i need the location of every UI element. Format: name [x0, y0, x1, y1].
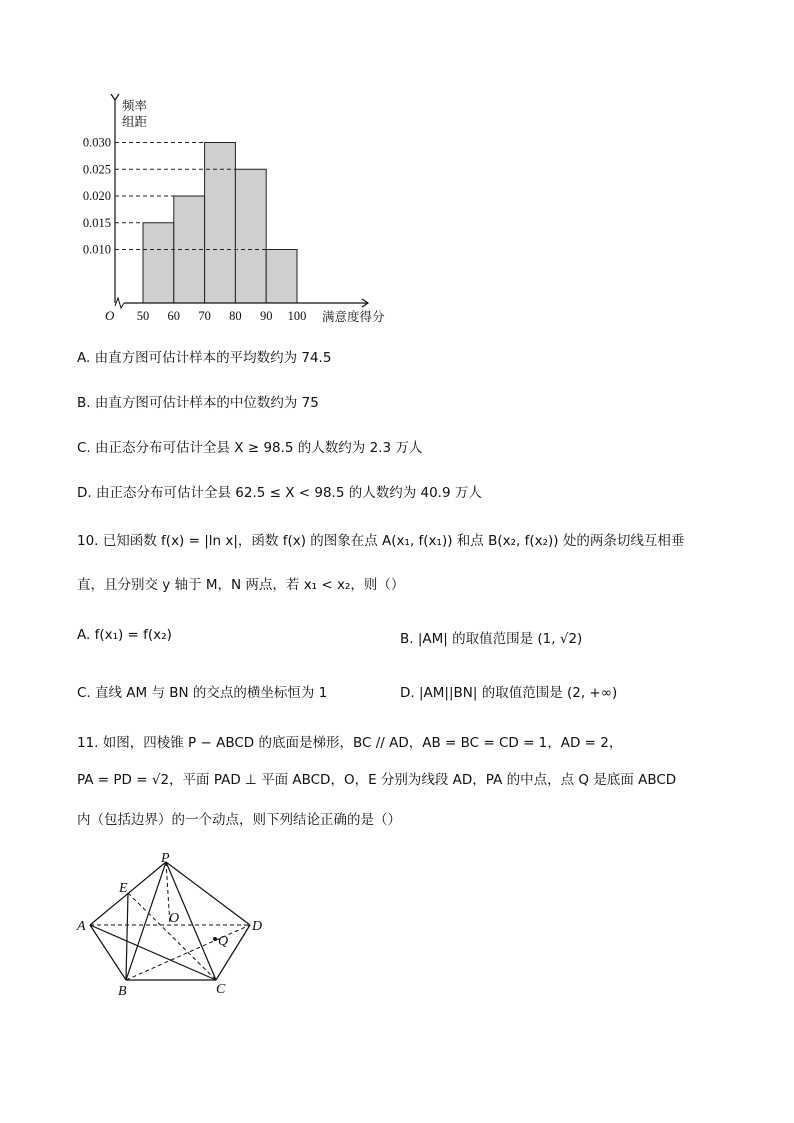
x-tick-label: 70	[198, 309, 211, 323]
label-q: Q	[218, 934, 229, 949]
q10-option-a: A. f(x₁) = f(x₂)	[77, 627, 172, 643]
histogram-bar	[266, 250, 297, 304]
label-o: O	[169, 911, 180, 926]
point-q	[213, 937, 217, 941]
q10-option-c: C. 直线 AM 与 BN 的交点的横坐标恒为 1	[77, 685, 328, 701]
q9-option-c: C. 由正态分布可估计全县 X ≥ 98.5 的人数约为 2.3 万人	[77, 440, 423, 456]
label-d: D	[252, 919, 263, 934]
q11-stem-line3: 内（包括边界）的一个动点，则下列结论正确的是（）	[77, 812, 401, 828]
histogram-bar	[143, 223, 174, 303]
q9-option-a: A. 由直方图可估计样本的平均数约为 74.5	[77, 350, 332, 366]
y-tick-label: 0.030	[82, 135, 111, 150]
y-tick-label: 0.025	[82, 162, 111, 177]
x-tick-label: 60	[167, 309, 181, 323]
histogram-bar	[235, 169, 266, 303]
x-axis-label: 满意度得分	[322, 309, 385, 324]
edge-ac	[90, 925, 216, 980]
histogram-bar	[205, 143, 236, 304]
pyramid-figure	[70, 850, 270, 1000]
x-tick-label: 80	[229, 309, 242, 323]
histogram-chart	[0, 0, 794, 340]
q9-option-d: D. 由正态分布可估计全县 62.5 ≤ X < 98.5 的人数约为 40.9 万人	[77, 485, 482, 501]
edge-pb	[126, 862, 166, 980]
x-tick-label: 90	[259, 309, 273, 323]
label-a: A	[77, 919, 86, 934]
y-axis-label-bottom: 组距	[122, 114, 148, 129]
label-c: C	[216, 982, 226, 997]
edge-eb	[126, 893, 128, 980]
q9-option-b: B. 由直方图可估计样本的中位数约为 75	[77, 395, 319, 411]
axis-break	[115, 298, 124, 308]
q10-stem-line1: 10. 已知函数 f(x) = |ln x|，函数 f(x) 的图象在点 A(x₁, f(x₁)) 和点 B(x₂, f(x₂)) 处的两条切线互相垂	[77, 533, 685, 549]
y-tick-label: 0.010	[82, 242, 111, 257]
x-tick-label: 50	[136, 309, 150, 323]
origin-label: O	[105, 308, 115, 323]
q11-stem-line1: 11. 如图，四棱锥 P − ABCD 的底面是梯形，BC // AD，AB = BC = CD = 1，AD = 2，	[77, 735, 623, 751]
q11-stem-line2: PA = PD = √2，平面 PAD ⊥ 平面 ABCD，O，E 分别为线段 AD，PA 的中点，点 Q 是底面 ABCD	[77, 772, 677, 788]
q10-option-b: B. |AM| 的取值范围是 (1, √2)	[400, 631, 583, 647]
y-tick-label: 0.020	[82, 189, 111, 203]
q10-stem-line2: 直，且分别交 y 轴于 M，N 两点，若 x₁ < x₂，则（）	[77, 577, 405, 593]
y-axis-arrow	[111, 94, 119, 100]
y-axis-label-top: 频率	[122, 98, 148, 113]
label-e: E	[119, 881, 128, 896]
q10-option-d: D. |AM||BN| 的取值范围是 (2, +∞)	[400, 685, 618, 701]
y-tick-label: 0.015	[82, 215, 111, 230]
x-tick-label: 100	[287, 309, 307, 323]
label-b: B	[118, 984, 127, 999]
label-p: P	[161, 851, 170, 866]
